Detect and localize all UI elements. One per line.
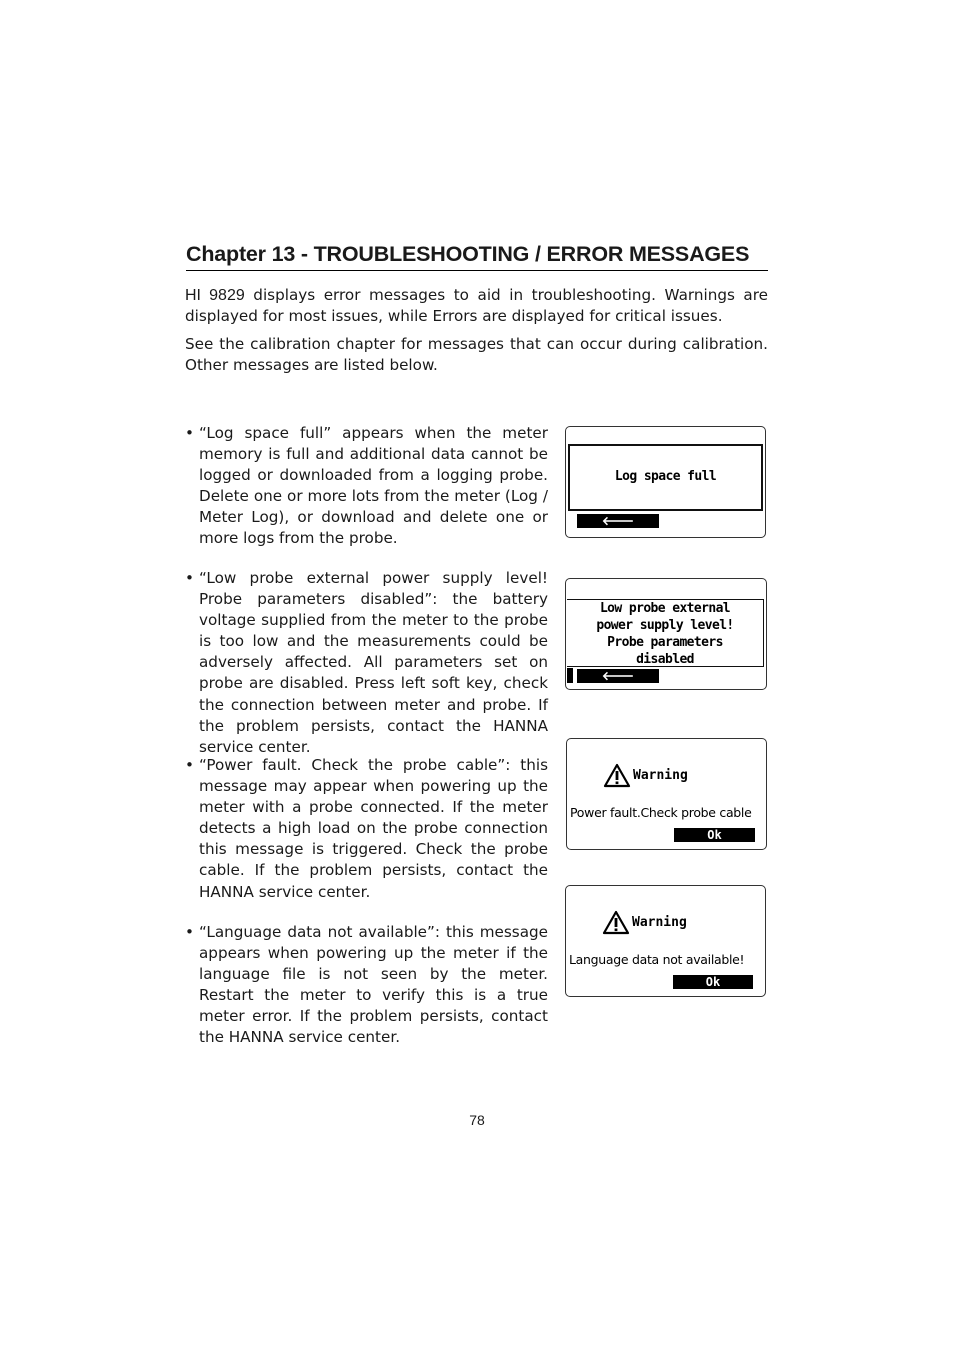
left-soft-key[interactable]	[577, 669, 659, 683]
warning-header	[603, 763, 688, 788]
bullet-power-fault	[185, 755, 548, 903]
lcd-message-block	[567, 600, 763, 668]
bullet-text: “Log space full” appears when the meter memory is full and additional data cannot be logged or downloaded from a logging probe. Delete one or more lots from the meter (Log / Meter Log), or download and delete one or more logs from the probe.	[199, 424, 548, 548]
intro-paragraph-2: See the calibration chapter for messages that can occur during calibration. Other messages are listed below.	[185, 335, 768, 374]
lcd-message: Power fault.Check probe cable	[570, 805, 752, 820]
lcd-message: Log space full	[614, 469, 717, 484]
left-soft-key[interactable]	[577, 514, 659, 528]
warning-triangle-icon	[602, 910, 630, 935]
bullet-low-probe-power	[185, 568, 548, 758]
message-frame	[568, 444, 763, 511]
left-arrow-icon: 🡐	[601, 514, 635, 528]
lcd-line: Low probe external	[599, 601, 731, 616]
bullet-marker: •	[185, 923, 194, 941]
bullet-text: “Power fault. Check the probe cable”: this message may appear when powering up the meter with a probe connected. If the meter detects a high load on the probe connection this message is triggered. Check the probe cable. If the problem persists, contact the HANNA service center.	[199, 756, 548, 901]
page-number: 78	[469, 1112, 485, 1128]
screen-low-probe-power	[565, 578, 767, 690]
lcd-line: disabled	[636, 652, 694, 667]
warning-triangle-icon	[603, 763, 631, 788]
bullet-marker: •	[185, 756, 194, 774]
message-frame	[567, 599, 764, 667]
screen-log-space-full	[565, 426, 766, 538]
lcd-line: Probe parameters	[607, 635, 723, 650]
chapter-title: Chapter 13 - TROUBLESHOOTING / ERROR MESSAGES	[186, 242, 768, 271]
lcd-line: power supply level!	[596, 618, 734, 633]
intro-paragraph-1-text: displays error messages to aid in troubleshooting. Warnings are displayed for most issues, while Errors are displayed for critical issues.	[185, 286, 768, 325]
bullet-marker: •	[185, 424, 194, 442]
bullet-log-space-full	[185, 423, 548, 550]
bullet-text: “Language data not available”: this message appears when powering up the meter if the language file is not seen by the meter. Restart the meter to verify this is a true meter error. If the problem persists, contact the HANNA service center.	[199, 923, 548, 1047]
warning-title: Warning	[633, 768, 688, 783]
screen-power-fault	[566, 738, 767, 850]
model-name: HI 9829	[185, 287, 245, 304]
bullet-marker: •	[185, 569, 194, 587]
intro-paragraph-1	[185, 285, 768, 327]
warning-title: Warning	[632, 915, 687, 930]
ok-button[interactable]: Ok	[674, 828, 755, 842]
lcd-message: Language data not available!	[569, 952, 745, 967]
ok-button[interactable]: Ok	[673, 975, 753, 989]
bullet-text: “Low probe external power supply level! Probe parameters disabled”: the battery voltage supplied from the meter to the probe is too low and the measurements could be adversely affected. All parameters set on probe are disabled. Press left soft key, check the connection between meter and probe. If the problem persists, contact the HANNA service center.	[199, 569, 548, 756]
screen-language-data	[565, 885, 766, 997]
warning-header	[602, 910, 687, 935]
status-indicator	[567, 668, 573, 683]
bullet-language-data	[185, 922, 548, 1049]
left-arrow-icon: 🡐	[601, 669, 635, 683]
